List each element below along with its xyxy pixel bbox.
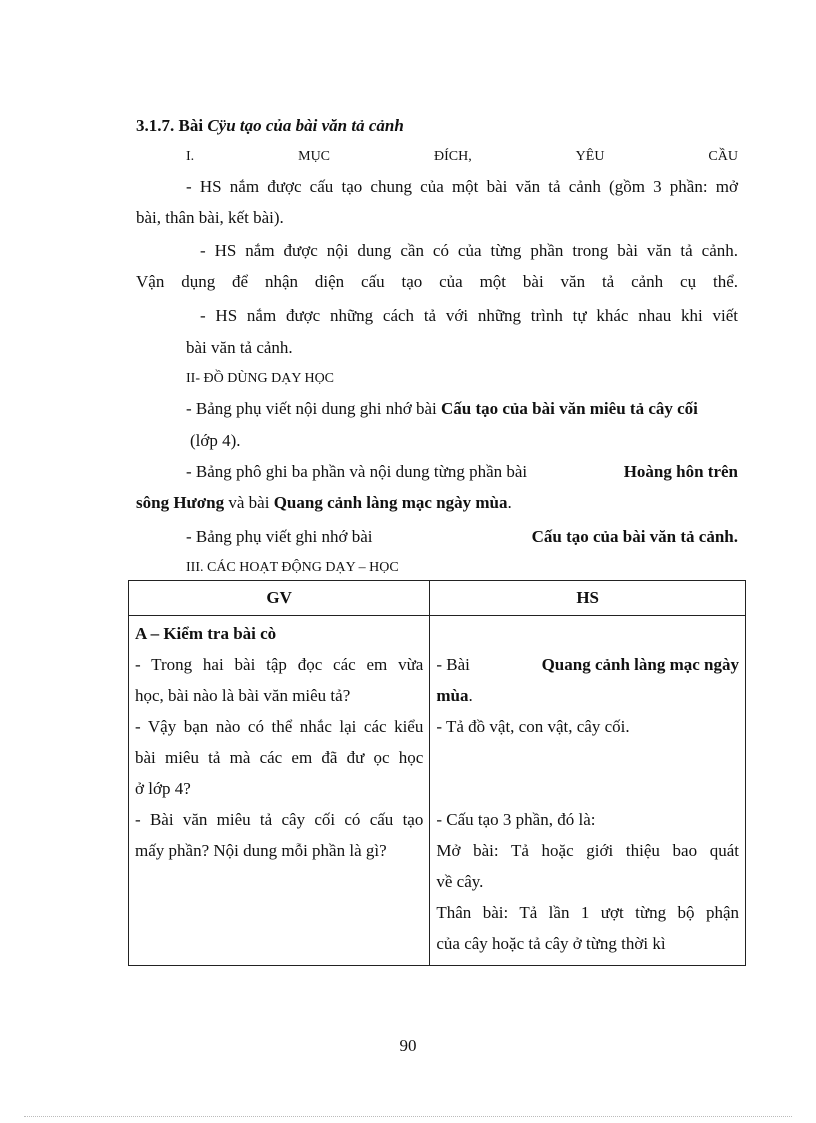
section-1-title xyxy=(186,146,738,168)
heading-number: 3.1.7. Bài xyxy=(136,116,208,135)
page-number: 90 xyxy=(399,1036,417,1055)
hs-line: - Tả đồ vật, con vật, cây cối. xyxy=(436,717,630,736)
paragraph-line: - HS nắm được nội dung cần có của từng phần trong bài văn tả cảnh. xyxy=(200,241,738,260)
section-2-title: II- ĐỒ DÙNG DẠY HỌC xyxy=(186,371,335,386)
gv-line: - Vậy bạn nào có thể nhắc lại các kiểu xyxy=(135,717,424,736)
hs-line: Mở bài: Tả hoặc giới thiệu bao quát xyxy=(436,841,739,860)
paragraph-line: (lớp 4). xyxy=(190,431,241,450)
paragraph-line: - HS nắm được những cách tả với những trình tự khác nhau khi viết xyxy=(200,306,738,325)
section-3-title: III. CÁC HOẠT ĐỘNG DẠY – HỌC xyxy=(186,560,399,575)
paragraph-line: - Bảng phụ viết ghi nhớ bài Cấu tạo của bài văn tả cảnh. xyxy=(186,527,738,546)
paragraph-line: Vận dụng để nhận diện cấu tạo của một bài văn tả cảnh cụ thể. xyxy=(136,272,738,291)
section-1-word: YÊU xyxy=(575,149,605,164)
gv-cell xyxy=(129,616,430,966)
gv-line: bài miêu tả mà các em đã đư ọc học xyxy=(135,748,424,767)
page-bottom-divider xyxy=(24,1116,792,1117)
paragraph-line: - Bảng phụ viết nội dung ghi nhớ bài Cấu tạo của bài văn miêu tả cây cối xyxy=(186,399,698,418)
column-header-gv: GV xyxy=(129,581,430,616)
gv-line: mấy phần? Nội dung mỗi phần là gì? xyxy=(135,841,387,860)
section-1-roman: I. xyxy=(186,149,195,164)
column-header-hs: HS xyxy=(430,581,746,616)
gv-line: học, bài nào là bài văn miêu tả? xyxy=(135,686,351,705)
table-row xyxy=(129,616,746,966)
section-a-label: A – Kiểm tra bài cò xyxy=(135,624,277,643)
section-1-word: MỤC xyxy=(298,149,331,164)
hs-line: - Cấu tạo 3 phần, đó là: xyxy=(436,810,596,829)
hs-line: mùa. xyxy=(436,686,473,705)
paragraph-line: - Bảng phô ghi ba phần và nội dung từng phần bài Hoàng hôn trên xyxy=(186,462,738,481)
section-1-word: ĐÍCH, xyxy=(433,149,472,164)
gv-line: - Trong hai bài tập đọc các em vừa xyxy=(135,655,424,674)
hs-cell xyxy=(430,616,746,966)
gv-line: ở lớp 4? xyxy=(135,779,191,798)
activities-table xyxy=(128,580,746,966)
paragraph-line: sông Hương và bài Quang cảnh làng mạc ngày mùa. xyxy=(136,493,512,512)
paragraph-line: bài, thân bài, kết bài). xyxy=(136,208,284,227)
section-heading xyxy=(136,115,404,137)
hs-line: Thân bài: Tả lần 1 ượt từng bộ phận xyxy=(436,903,739,922)
hs-line: về cây. xyxy=(436,872,484,891)
hs-line: của cây hoặc tả cây ở từng thời kì xyxy=(436,934,666,953)
hs-line: - Bài Quang cảnh làng mạc ngày xyxy=(436,655,739,674)
section-1-word: CẦU xyxy=(708,149,738,164)
table-header-row xyxy=(129,581,746,616)
paragraph-line: - HS nắm được cấu tạo chung của một bài văn tả cảnh (gồm 3 phần: mở xyxy=(186,177,738,196)
gv-line: - Bài văn miêu tả cây cối có cấu tạo xyxy=(135,810,424,829)
paragraph-line: bài văn tả cảnh. xyxy=(186,338,293,357)
heading-title: Cÿu tạo của bài văn tả cảnh xyxy=(207,116,404,135)
